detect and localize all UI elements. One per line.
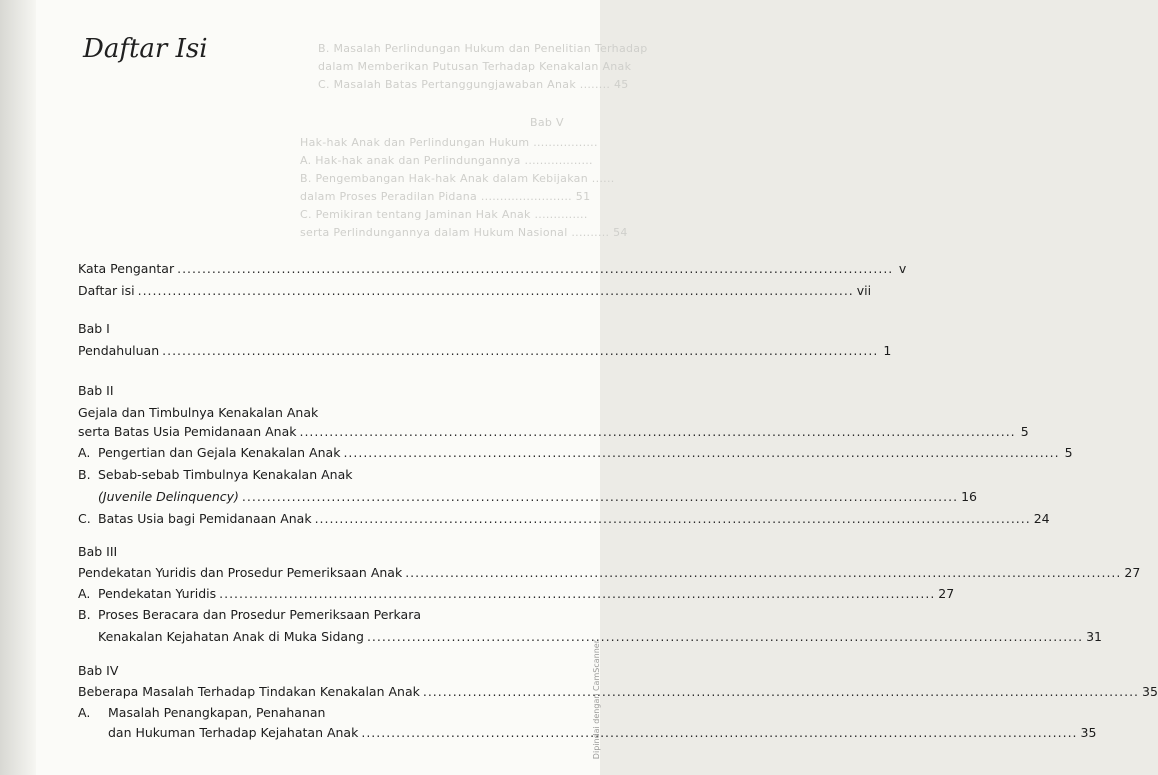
dot-leader: ................................................................................................................................................: [366, 629, 1084, 644]
toc-entry-bab-2-title[interactable]: [78, 421, 1029, 443]
bleed-through-text: dalam Proses Peradilan Pidana ........................ 51: [300, 190, 591, 203]
bleed-through-text: Hak-hak Anak dan Perlindungan Hukum .................: [300, 136, 598, 149]
chapter-title-line: Gejala dan Timbulnya Kenakalan Anak: [78, 405, 319, 420]
toc-entry-label: Kenakalan Kejahatan Anak di Muka Sidang: [98, 629, 364, 644]
toc-entry-label: Beberapa Masalah Terhadap Tindakan Kenakalan Anak: [78, 684, 420, 699]
dot-leader: ................................................................................................................................................: [343, 445, 1060, 460]
toc-entry-page: v: [898, 261, 907, 276]
toc-entry-bab-2-c[interactable]: [78, 508, 1050, 530]
chapter-heading-bab-1: Bab I: [78, 321, 110, 336]
bleed-through-text: B. Pengembangan Hak-hak Anak dalam Kebijakan ......: [300, 172, 615, 185]
toc-entry-label: Pengertian dan Gejala Kenakalan Anak: [98, 445, 341, 460]
dot-leader: ................................................................................................................................................: [177, 261, 894, 276]
toc-entry-bab-3-b[interactable]: [78, 626, 1103, 648]
bleed-through-text: A. Hak-hak anak dan Perlindungannya ..................: [300, 154, 593, 167]
toc-entry-bab-4-a[interactable]: [78, 722, 1097, 744]
toc-entry-label: (Juvenile Delinquency): [98, 489, 239, 504]
toc-entry-daftar-isi[interactable]: [78, 280, 872, 302]
toc-entry-label: dan Hukuman Terhadap Kejahatan Anak: [108, 725, 359, 740]
page-title: Daftar Isi: [83, 34, 208, 64]
toc-entry-bab-2-b[interactable]: [78, 486, 977, 508]
toc-entry-bab-3-b-line1[interactable]: [78, 604, 421, 626]
toc-entry-bab-4-a-line1[interactable]: [78, 702, 325, 724]
dot-leader: ................................................................................................................................................: [137, 283, 854, 298]
bleed-through-text: C. Masalah Batas Pertanggungjawaban Anak ........ 45: [318, 78, 629, 91]
scanner-watermark: Dipindai dengan CamScanner: [592, 640, 601, 760]
toc-entry-page: 31: [1086, 629, 1103, 644]
bleed-through-text: Bab V: [530, 116, 564, 129]
toc-entry-bab-2-a[interactable]: [78, 442, 1073, 464]
toc-entry-bab-4-title[interactable]: [78, 681, 1158, 703]
dot-leader: ................................................................................................................................................: [422, 684, 1140, 699]
toc-entry-label: Proses Beracara dan Prosedur Pemeriksaan Perkara: [98, 607, 422, 622]
dot-leader: ................................................................................................................................................: [241, 489, 959, 504]
chapter-heading-bab-3: Bab III: [78, 544, 118, 559]
section-letter: A.: [78, 586, 91, 601]
section-letter: B.: [78, 467, 91, 482]
dot-leader: ................................................................................................................................................: [219, 586, 936, 601]
bleed-through-text: dalam Memberikan Putusan Terhadap Kenakalan Anak: [318, 60, 632, 73]
toc-entry-label: Daftar isi: [78, 283, 135, 298]
toc-entry-page: 35: [1080, 725, 1097, 740]
toc-entry-label: Batas Usia bagi Pemidanaan Anak: [98, 511, 312, 526]
dot-leader: ................................................................................................................................................: [405, 565, 1122, 580]
bleed-through-text: C. Pemikiran tentang Jaminan Hak Anak ..............: [300, 208, 588, 221]
bleed-through-text: serta Perlindungannya dalam Hukum Nasional .......... 54: [300, 226, 628, 239]
toc-entry-label: Sebab-sebab Timbulnya Kenakalan Anak: [98, 467, 353, 482]
toc-entry-kata-pengantar[interactable]: [78, 258, 907, 280]
toc-entry-page: 35: [1142, 684, 1158, 699]
page-binding-shadow: [0, 0, 36, 775]
toc-entry-bab-2-b-line1[interactable]: [78, 464, 352, 486]
toc-entry-page: vii: [856, 283, 872, 298]
toc-entry-label: Masalah Penangkapan, Penahanan: [108, 705, 326, 720]
toc-entry-page: 5: [1064, 445, 1073, 460]
dot-leader: ................................................................................................................................................: [361, 725, 1078, 740]
dot-leader: ................................................................................................................................................: [299, 424, 1016, 439]
dot-leader: ................................................................................................................................................: [314, 511, 1031, 526]
toc-entry-bab-3-a[interactable]: [78, 583, 955, 605]
section-letter: A.: [78, 705, 91, 720]
toc-entry-label: serta Batas Usia Pemidanaan Anak: [78, 424, 297, 439]
toc-entry-pendahuluan[interactable]: [78, 340, 892, 362]
toc-entry-label: Kata Pengantar: [78, 261, 175, 276]
toc-entry-bab-3-title[interactable]: [78, 562, 1141, 584]
toc-entry-page: 5: [1020, 424, 1029, 439]
bleed-through-text: B. Masalah Perlindungan Hukum dan Penelitian Terhadap: [318, 42, 648, 55]
toc-entry-page: 27: [1124, 565, 1141, 580]
toc-entry-page: 24: [1033, 511, 1050, 526]
toc-entry-label: Pendekatan Yuridis dan Prosedur Pemeriksaan Anak: [78, 565, 403, 580]
chapter-heading-bab-4: Bab IV: [78, 663, 119, 678]
chapter-heading-bab-2: Bab II: [78, 383, 114, 398]
toc-entry-label: Pendekatan Yuridis: [98, 586, 217, 601]
section-letter: C.: [78, 511, 91, 526]
section-letter: B.: [78, 607, 91, 622]
dot-leader: ................................................................................................................................................: [162, 343, 879, 358]
toc-entry-page: 1: [883, 343, 892, 358]
toc-entry-label: Pendahuluan: [78, 343, 160, 358]
toc-entry-page: 27: [938, 586, 955, 601]
section-letter: A.: [78, 445, 91, 460]
toc-entry-page: 16: [961, 489, 977, 504]
